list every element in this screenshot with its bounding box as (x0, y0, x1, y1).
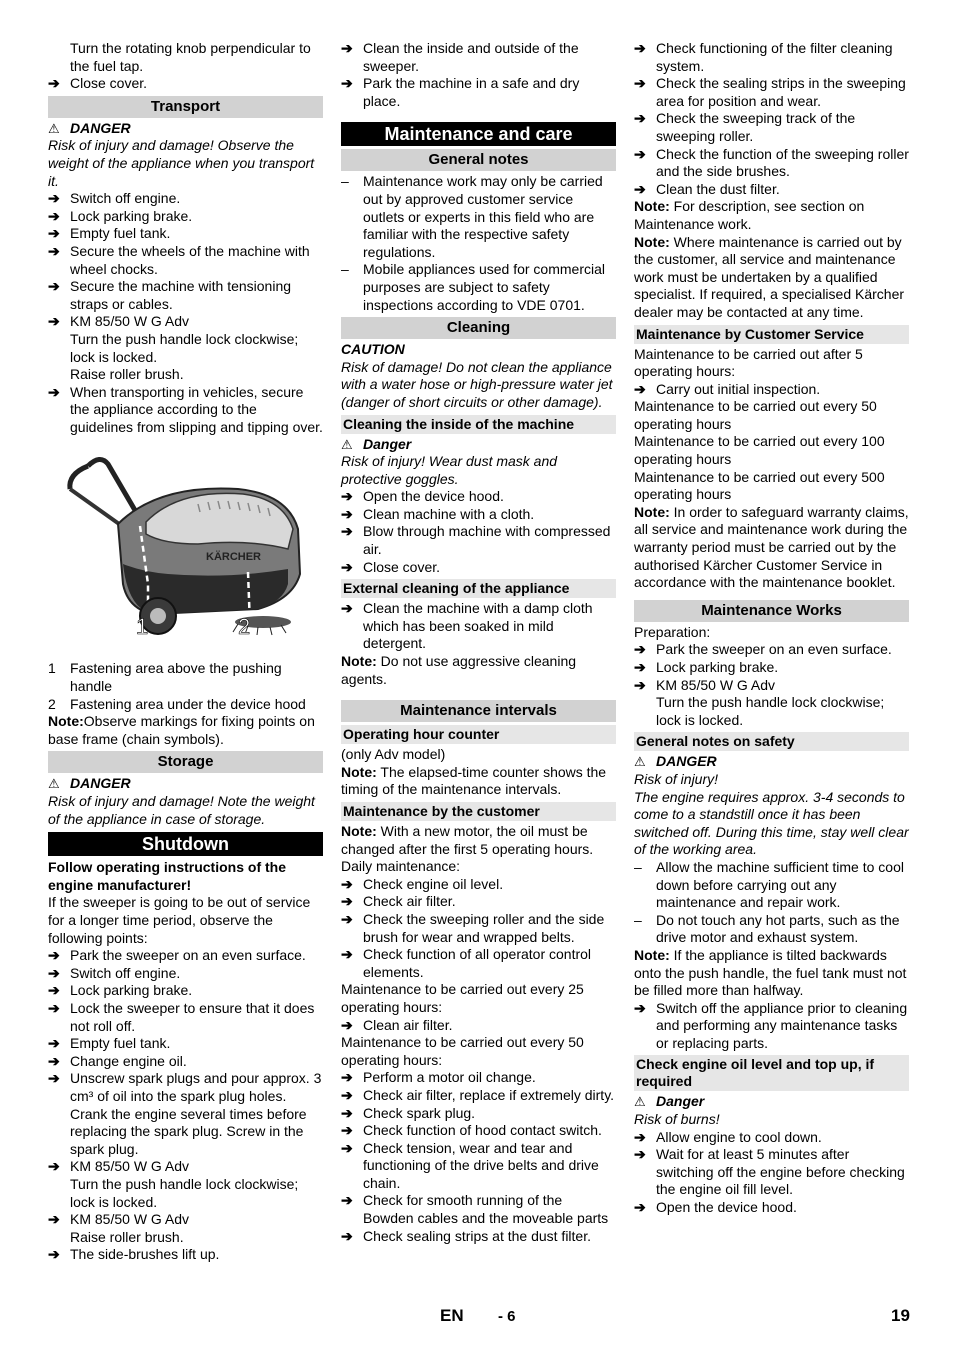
step: Park the machine in a safe and dry place. (363, 75, 580, 109)
step: When transporting in vehicles, secure the appliance according to the guidelines from slipping and tipping over. (70, 383, 323, 435)
column-1 (48, 40, 323, 1264)
arrow-icon: ➔ (634, 1146, 646, 1163)
subheading-counter: Operating hour counter (341, 725, 616, 744)
note: Note: In order to safeguard warranty claims, all service and maintenance work during the warranty period must be carried out by the authorised Kärcher Customer Service in accordance with the maintenance booklet. (634, 503, 909, 591)
step: Check air filter, replace if extremely dirty. (363, 1086, 615, 1103)
step: Clean the dust filter. (656, 180, 780, 197)
sub-line: Turn the push handle lock clockwise; lock is locked. (656, 694, 885, 728)
step: Check the sweeping track of the sweeping roller. (656, 110, 856, 144)
intro-text: Turn the rotating knob perpendicular to the fuel tap. (70, 40, 311, 74)
arrow-icon: ➔ (341, 1139, 353, 1156)
sub-line: Turn the push handle lock clockwise; lock is locked. (70, 1175, 299, 1210)
danger-label: ⚠ Danger (634, 1093, 705, 1110)
step: Lock parking brake. (656, 659, 779, 675)
arrow-icon: ➔ (341, 1016, 353, 1033)
arrow-icon: ➔ (634, 40, 646, 56)
step: Empty fuel tank. (70, 1035, 171, 1052)
step: Check function of hood contact switch. (363, 1122, 602, 1139)
step: Check spark plug. (363, 1104, 476, 1121)
arrow-icon: ➔ (48, 1211, 60, 1228)
list-item: Allow the machine sufficient time to cool down before carrying out any maintenance and repair work. (656, 858, 904, 911)
step: Allow engine to cool down. (656, 1128, 822, 1145)
step: Carry out initial inspection. (656, 380, 821, 397)
step: Check for smooth running of the Bowden cables and the moveable parts (363, 1192, 609, 1227)
paragraph: Maintenance to be carried out every 100 operating hours (634, 433, 885, 468)
paragraph: (only Adv model) (341, 746, 446, 763)
arrow-icon: ➔ (634, 1128, 646, 1145)
dash-bullet: – (634, 911, 642, 928)
arrow-icon: ➔ (48, 982, 60, 999)
note: Note: The elapsed-time counter shows the timing of the maintenance intervals. (341, 763, 607, 798)
footer-section-page: - 6 (498, 1308, 516, 1325)
list-item: Maintenance work may only be carried out by approved customer service outlets or experts in this field who are familiar with the respective safety regulations. (363, 173, 603, 260)
arrow-icon: ➔ (341, 75, 353, 92)
step: Close cover. (363, 558, 441, 575)
arrow-icon: ➔ (634, 641, 646, 658)
danger-label: ⚠ Danger (341, 435, 412, 452)
arrow-icon: ➔ (341, 505, 353, 522)
note: Note: If the appliance is tilted backwards onto the push handle, the fuel tank must not be filled more than halfway. (634, 946, 907, 999)
sub-line: Raise roller brush. (70, 366, 184, 383)
paragraph: Maintenance to be carried out every 25 operating hours: (341, 981, 584, 1015)
step: Switch off the appliance prior to cleaning and performing any maintenance tasks or replacing parts. (656, 999, 908, 1051)
warning-icon: ⚠ (341, 436, 353, 452)
arrow-icon: ➔ (341, 1086, 353, 1103)
figure-note: Note:Observe markings for fixing points on base frame (chain symbols). (48, 713, 315, 747)
dash-bullet: – (341, 173, 349, 190)
step: Check the sealing strips in the sweeping area for position and wear. (656, 75, 906, 109)
arrow-icon: ➔ (48, 225, 60, 242)
subheading-customer: Maintenance by the customer (341, 802, 616, 821)
arrow-icon: ➔ (341, 488, 353, 505)
danger-text: Risk of injury! (634, 770, 719, 787)
arrow-icon: ➔ (341, 910, 353, 927)
step: Open the device hood. (363, 488, 504, 505)
section-heading-intervals: Maintenance intervals (341, 700, 616, 722)
caution-text: Risk of damage! Do not clean the appliance with a water hose or high-pressure water jet (danger of short circuits or other damage). (341, 358, 613, 410)
arrow-icon: ➔ (48, 999, 60, 1016)
paragraph: Maintenance to be carried out every 50 operating hours: (341, 1034, 584, 1068)
paragraph: Maintenance to be carried out every 500 operating hours (634, 468, 885, 503)
arrow-icon: ➔ (341, 893, 353, 910)
danger-label: ⚠ DANGER (634, 753, 717, 770)
step: Check the sweeping roller and the side brush for wear and wrapped belts. (363, 910, 605, 945)
step: Secure the wheels of the machine with wheel chocks. (70, 242, 310, 277)
step: Check tension, wear and tear and functioning of the drive belts and drive chain. (363, 1139, 599, 1191)
step: Blow through machine with compressed air. (363, 523, 611, 558)
step: Clean air filter. (363, 1016, 453, 1033)
arrow-icon: ➔ (48, 313, 60, 330)
arrow-icon: ➔ (48, 1035, 60, 1052)
bold-instruction: Follow operating instructions of the engine manufacturer! (48, 859, 286, 893)
paragraph: Daily maintenance: (341, 858, 461, 875)
step: Unscrew spark plugs and pour approx. 3 cm³ of oil into the spark plug holes. Crank the engine several times before replacing the spark plug. Screw in the spark plug. (70, 1070, 322, 1157)
arrow-icon: ➔ (634, 999, 646, 1016)
section-heading-general-notes: General notes (341, 149, 616, 171)
danger-text: The engine requires approx. 3-4 seconds to come to a standstill once it has been switched off. During this time, stay well clear of the working area. (634, 788, 909, 858)
note: Note: With a new motor, the oil must be changed after the first 5 operating hours. (341, 823, 594, 857)
arrow-icon: ➔ (341, 1192, 353, 1209)
arrow-icon: ➔ (48, 1070, 60, 1087)
warning-icon: ⚠ (634, 1094, 646, 1110)
step: The side-brushes lift up. (70, 1246, 220, 1263)
callout-1: 1 (136, 614, 149, 640)
sub-line: Turn the push handle lock clockwise; lock is locked. (70, 330, 299, 365)
note: Note: For description, see section on Maintenance work. (634, 198, 865, 232)
brand-label: KÄRCHER (206, 551, 261, 564)
step: Clean the inside and outside of the sweeper. (363, 40, 579, 74)
column-2 (341, 40, 616, 1245)
arrow-icon: ➔ (48, 1158, 60, 1175)
step: Empty fuel tank. (70, 225, 171, 242)
step: KM 85/50 W G Adv (70, 1211, 190, 1228)
arrow-icon: ➔ (634, 676, 646, 693)
arrow-icon: ➔ (634, 75, 646, 92)
subheading-inside: Cleaning the inside of the machine (341, 415, 616, 434)
step: ➔ Close cover. (48, 75, 148, 92)
note: Note: Do not use aggressive cleaning agents. (341, 653, 577, 687)
dash-bullet: – (341, 261, 349, 278)
step: Check functioning of the filter cleaning system. (656, 40, 893, 74)
arrow-icon: ➔ (634, 145, 646, 162)
step: Park the sweeper on an even surface. (656, 641, 892, 658)
arrow-icon: ➔ (341, 1069, 353, 1086)
section-heading-maintenance-works: Maintenance Works (634, 600, 909, 622)
arrow-icon: ➔ (48, 207, 60, 224)
step: Lock parking brake. (70, 982, 193, 999)
paragraph: If the sweeper is going to be out of service for a longer time period, observe the following points: (48, 894, 311, 946)
arrow-icon: ➔ (341, 558, 353, 575)
subheading-external: External cleaning of the appliance (341, 579, 616, 598)
danger-text: Risk of injury and damage! Observe the weight of the appliance when you transport it. (48, 137, 315, 189)
callout-2: 2 (238, 614, 251, 640)
danger-text: Risk of burns! (634, 1111, 720, 1128)
section-heading-shutdown: Shutdown (48, 832, 323, 856)
arrow-icon: ➔ (48, 964, 60, 981)
step: Check engine oil level. (363, 875, 504, 892)
arrow-icon: ➔ (48, 947, 60, 964)
step: Switch off engine. (70, 190, 181, 207)
arrow-icon: ➔ (48, 190, 60, 207)
step: KM 85/50 W G Adv (70, 313, 190, 330)
column-3 (634, 40, 909, 1217)
sub-line: Raise roller brush. (70, 1228, 184, 1245)
list-item: Mobile appliances used for commercial purposes are subject to safety inspections according to VDE 0701. (363, 261, 605, 313)
section-heading-transport: Transport (48, 96, 323, 118)
caution-label: CAUTION (341, 341, 405, 358)
step: Park the sweeper on an even surface. (70, 947, 306, 964)
arrow-icon: ➔ (341, 600, 353, 617)
section-heading-cleaning: Cleaning (341, 317, 616, 339)
step: Clean the machine with a damp cloth which has been soaked in mild detergent. (363, 600, 593, 652)
step: Check the function of the sweeping roller and the side brushes. (656, 145, 909, 180)
step: KM 85/50 W G Adv (70, 1158, 190, 1175)
step: Perform a motor oil change. (363, 1069, 536, 1086)
paragraph: Maintenance to be carried out every 50 operating hours (634, 398, 877, 432)
figure-legend-item: 2 Fastening area under the device hood (48, 695, 306, 712)
danger-text: Risk of injury! Wear dust mask and protective goggles. (341, 453, 558, 487)
subheading-safety: General notes on safety (634, 732, 909, 751)
subheading-oil: Check engine oil level and top up, if required (634, 1055, 909, 1091)
step: Switch off engine. (70, 964, 181, 981)
step: KM 85/50 W G Adv (656, 676, 776, 693)
arrow-icon: ➔ (48, 1246, 60, 1263)
warning-icon: ⚠ (48, 120, 60, 136)
step: Lock parking brake. (70, 207, 193, 224)
arrow-icon: ➔ (341, 40, 353, 56)
arrow-icon: ➔ (634, 1199, 646, 1216)
footer-page-number: 19 (891, 1306, 910, 1325)
arrow-icon: ➔ (48, 75, 60, 92)
arrow-icon: ➔ (341, 875, 353, 892)
footer-language: EN (440, 1306, 464, 1325)
step: Wait for at least 5 minutes after switching off the engine before checking the engine oil fill level. (656, 1146, 905, 1198)
arrow-icon: ➔ (634, 180, 646, 197)
arrow-icon: ➔ (634, 110, 646, 127)
arrow-icon: ➔ (48, 1052, 60, 1069)
sweeper-figure (48, 444, 323, 654)
step: Check function of all operator control elements. (363, 946, 592, 980)
step: Open the device hood. (656, 1199, 797, 1216)
note: Note: Where maintenance is carried out by the customer, all service and maintenance work must be undertaken by a qualified specialist. If required, a specialised Kärcher dealer may be contacted at any time. (634, 233, 905, 320)
arrow-icon: ➔ (341, 1227, 353, 1244)
arrow-icon: ➔ (48, 278, 60, 295)
step: Check air filter. (363, 893, 456, 910)
arrow-icon: ➔ (341, 1122, 353, 1139)
arrow-icon: ➔ (48, 242, 60, 259)
arrow-icon: ➔ (341, 523, 353, 540)
danger-text: Risk of injury and damage! Note the weight of the appliance in case of storage. (48, 793, 315, 827)
danger-label: ⚠ DANGER (48, 119, 131, 136)
arrow-icon: ➔ (341, 1104, 353, 1121)
paragraph: Preparation: (634, 623, 711, 640)
step: Change engine oil. (70, 1052, 187, 1069)
section-heading-storage: Storage (48, 751, 323, 773)
subheading-customer-service: Maintenance by Customer Service (634, 325, 909, 344)
arrow-icon: ➔ (48, 383, 60, 400)
dash-bullet: – (634, 858, 642, 875)
sweeper-illustration (48, 444, 323, 654)
section-heading-maintenance: Maintenance and care (341, 122, 616, 146)
list-item: Do not touch any hot parts, such as the drive motor and exhaust system. (656, 911, 900, 946)
step: Secure the machine with tensioning straps or cables. (70, 278, 292, 312)
warning-icon: ⚠ (634, 754, 646, 770)
step: Clean machine with a cloth. (363, 505, 535, 522)
danger-label: ⚠ DANGER (48, 775, 131, 792)
arrow-icon: ➔ (634, 659, 646, 675)
arrow-icon: ➔ (634, 380, 646, 397)
step: Check sealing strips at the dust filter. (363, 1227, 591, 1244)
arrow-icon: ➔ (341, 946, 353, 963)
step: Lock the sweeper to ensure that it does not roll off. (70, 999, 315, 1034)
warning-icon: ⚠ (48, 776, 60, 792)
paragraph: Maintenance to be carried out after 5 operating hours: (634, 345, 863, 380)
figure-legend-item: 1 Fastening area above the pushing handle (48, 660, 282, 695)
